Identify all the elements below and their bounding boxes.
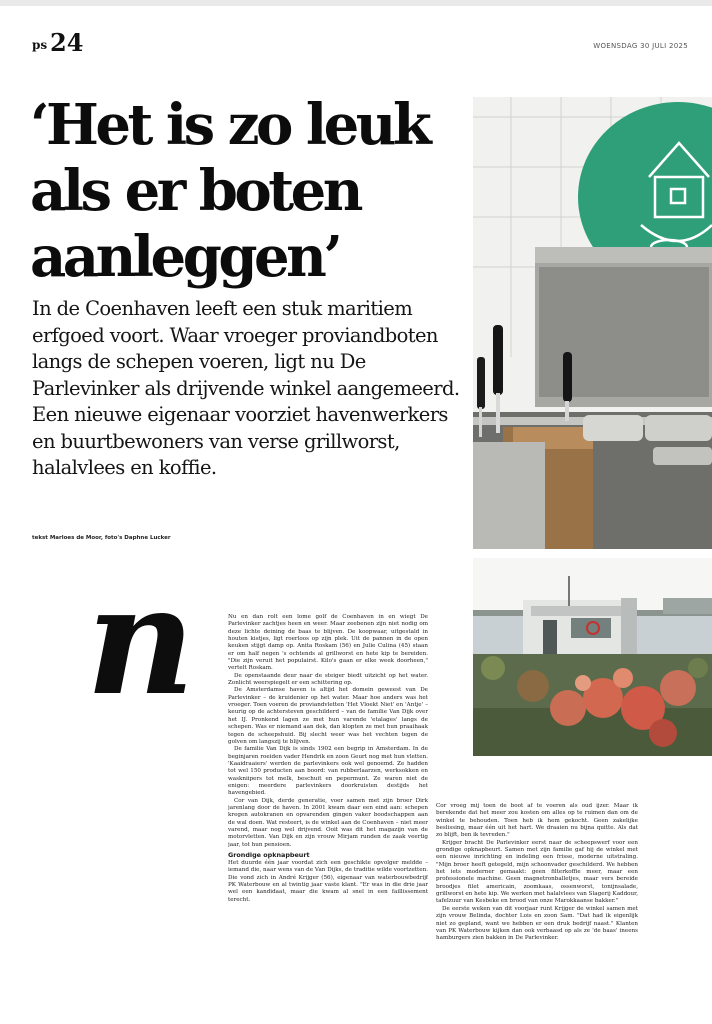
headline-line: als er boten bbox=[30, 158, 360, 224]
body-paragraph: Cor van Dijk, derde generatie, voer samen met zijn broer Dirk jarenlang door de haven. In 2001 kwam daar een eind aan: schepen kregen autokranen en opvarenden gingen vaker boodschappen aan de wal doen. Wat resteert, is de winkel aan de Coenhaven – niet meer varend, maar nog wel drijvend. Ooit was dit het magazijn van de motorvletten. Van Dijk en zijn vrouw Mirjam runden de zaak veertig jaar, tot hun pensioen. bbox=[228, 797, 428, 848]
article-column-2 bbox=[436, 803, 638, 1024]
body-paragraph: Krijger bracht De Parlevinker eerst naar de scheepswerf voor een grondige opknapbeurt. Samen met zijn familie gaf hij de winkel met een nieuwe inrichting en indeling een frisse, moderne uitstraling. "Mijn broer heeft getegeld, mijn schoonvader geschilderd. We hebben het iets moderner gemaakt: geen filterkoffie meer, maar een professionele machine. Geen magnetronballetjes, maar vers bereide broodjes filet americain, zoomkaas, ossenworst, tonijnsalade, grillworst en hete kip. We werken met halalvlees van Slagerij Kaddour, tafelzuur van Kesbeke en brood van onze Marokkaanse bakker." bbox=[436, 839, 638, 905]
body-paragraph: Cor vroeg mij toen de boot af te voeren als oud ijzer. Maar ik berekende dat het meer zou kosten om alles op te ruimen dan om de winkel te behouden. Toen heb ik hem gekocht. Geen zakelijke beslissing, maar één uit het hart. We draaien nu bijna quitte. Als dat zo blijft, ben ik tevreden." bbox=[436, 803, 638, 839]
top-bar bbox=[0, 0, 712, 6]
body-paragraph: De eerste weken van dit voorjaar runt Krijger de winkel samen met zijn vrouw Belinda, dochter Lois en zoon Sam. "Dat had ik eigenlijk niet zo gepland, want we hebben er een druk bedrijf naast." Klanten van PK Waterbouw kijken dan ook verbaasd op als ze 'de baas' ineens hamburgers zien bakken in De Parlevinker. bbox=[436, 905, 638, 942]
body-paragraph: De Amsterdamse haven is altijd het domein geweest van De Parlevinker – de kruidenier op het water. Maar hoe anders was het vroeger. Toen voeren de proviandvletten 'Het Vloekt Niet' en 'Antje' – keurig op de achtersteven geschilderd – van de familie Van Dijk over het IJ. Pronkend lagen ze met hun varende 'etalages' langs de schepen. Was er niemand aan dek, dan klopten ze met hun praaihaak tegen de scheepshuid. Bij slecht weer was het vechten tegen de golven om langszij te blijven. bbox=[228, 687, 428, 745]
body-paragraph: De openstaande deur naar de steiger biedt uitzicht op het water. Zonlicht weerspiegelt er een schittering op. bbox=[228, 672, 428, 687]
body-paragraph: Nu en dan rolt een lome golf de Coenhaven in en wiegt De Parlevinker zachtjes heen en weer. Maar zeebenen zijn niet nodig om deze lichte deining de baas te blijven. De koopwaar, uitgestald in houten kistjes, ligt roerloos op zijn plek. Uit de pannen in de open keuken stijgt damp op. Anita Roskam (56) en Julie Culina (45) staan er om half negen 's ochtends al grillworst en hete kip te bereiden. "Die zijn veruit het populairst. Kilo's gaan er elke week doorheen," vertelt Roskam. bbox=[228, 614, 428, 672]
article-credit: tekst Marloes de Moor, foto's Daphne Lucker bbox=[32, 535, 171, 541]
body-paragraph: Het duurde één jaar voordat zich een geschikte opvolger meldde – iemand die, naar wens van de Van Dijks, de traditie wilde voortzetten. Die vond zich in André Krijger (56), eigenaar van waterbouwbedrijf PK Waterbouw en al twintig jaar vaste klant. "Er was in die drie jaar wel een kandidaat, maar die kwam al snel in een faillissement terecht. bbox=[228, 860, 428, 903]
article-column-1 bbox=[228, 614, 428, 1024]
subheading: Grondige opknapbeurt bbox=[228, 851, 310, 859]
drop-cap bbox=[86, 575, 216, 725]
kitchen-photo bbox=[473, 97, 712, 549]
article-lede: In de Coenhaven leeft een stuk maritiem erfgoed voort. Waar vroeger proviandboten langs de schepen voeren, ligt nu De Parlevinker als drijvende winkel aangemeerd. Een nieuwe eigenaar voorziet havenwerkers en buurtbewoners van verse grillworst, halalvlees en koffie. bbox=[32, 297, 460, 479]
page-number: 24 bbox=[50, 28, 84, 57]
drop-cap-letter: n bbox=[86, 575, 196, 725]
section-label: ps bbox=[32, 38, 48, 52]
headline-line: ‘Het is zo leuk bbox=[30, 92, 429, 158]
headline-line: aanleggen’ bbox=[30, 224, 340, 290]
boat-photo bbox=[473, 558, 712, 756]
article-headline bbox=[30, 92, 470, 290]
page-header bbox=[32, 28, 688, 57]
body-paragraph: De familie Van Dijk is sinds 1902 een begrip in Amsterdam. In de beginjaren roeiden vader Hendrik en zoon Geurt nog met hun vletten. 'Kaaidraaiers' werden de parlevinkers ook wel genoemd. Ze hadden tot wel 150 producten aan boord: van rubberlaarzen, werksokken en waskniipers tot melk, beschuit en pepermunt. Ze waren niet de enigen: meerdere parlevinkers doorkruisten destijds het havengebied. bbox=[228, 746, 428, 797]
issue-date: WOENSDAG 30 JULI 2025 bbox=[593, 42, 688, 50]
